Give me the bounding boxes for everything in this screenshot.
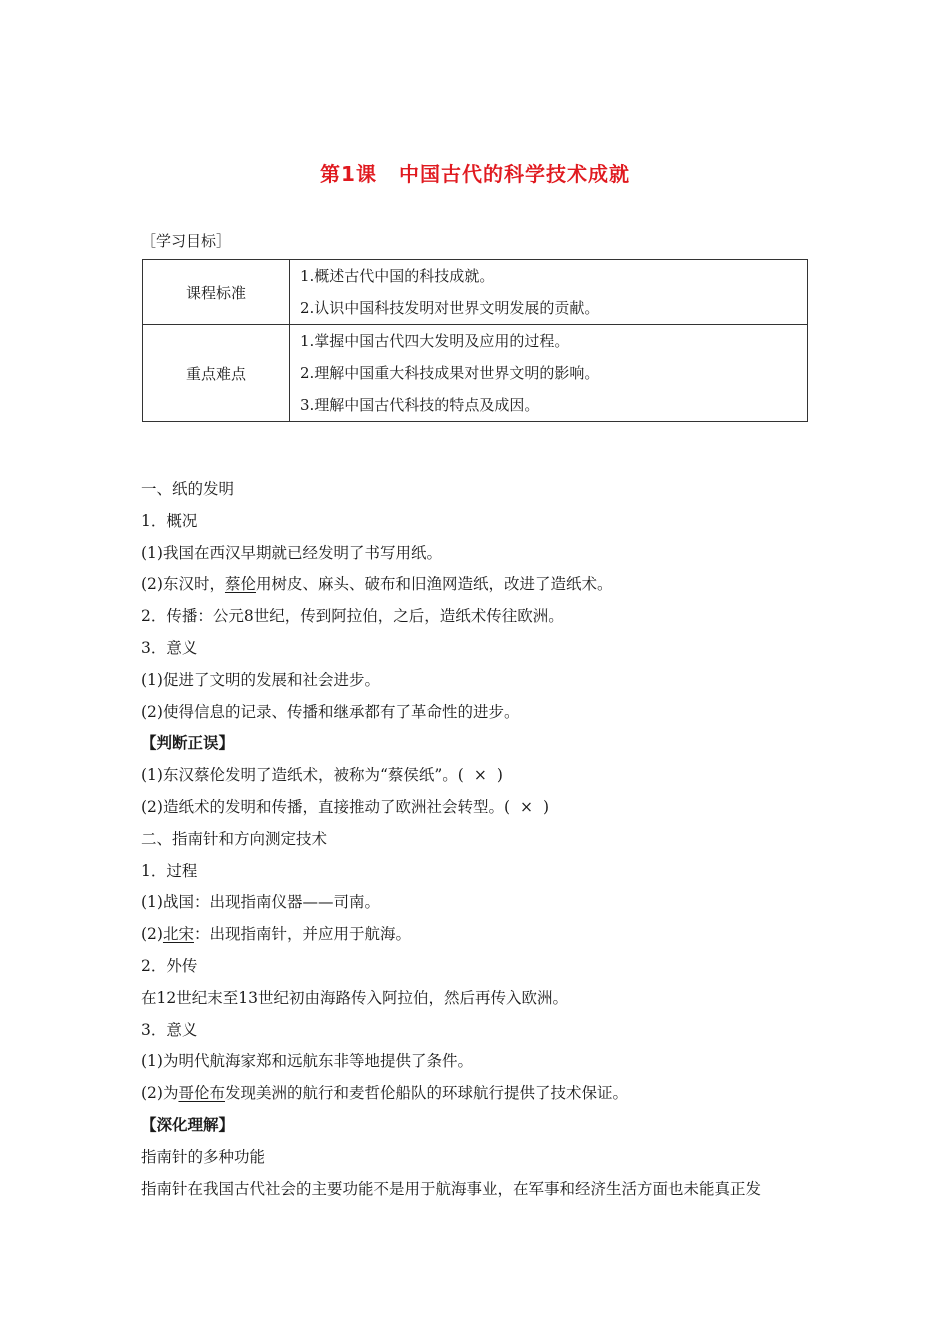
keyword: 蔡伦 [224,575,256,594]
lesson-title: 中国古代的科学技术成就 [398,162,630,186]
learning-goals-table [142,259,808,422]
deep-label: 【深化理解】 [141,1115,235,1134]
goal-item: 1.概述古代中国的科技成就。 [300,267,495,285]
judge-item: (1)东汉蔡伦发明了造纸术，被称为“蔡侯纸”。( × ) [141,766,503,785]
paragraph: (2)北宋：出现指南针，并应用于航海。 [141,925,411,944]
paragraph: (2)东汉时，蔡伦用树皮、麻头、破布和旧渔网造纸，改进了造纸术。 [141,575,613,594]
deep-title: 指南针的多种功能 [141,1147,266,1166]
section-heading: 一、纸的发明 [141,480,235,498]
answer-mark: × [520,797,534,816]
keyword: 哥伦布 [178,1084,225,1103]
goals-label: ［学习目标］ [141,232,232,250]
paragraph: (2)为哥伦布发现美洲的航行和麦哲伦船队的环球航行提供了技术保证。 [141,1084,628,1103]
paragraph: 指南针在我国古代社会的主要功能不是用于航海事业，在军事和经济生活方面也未能真正发 [141,1179,762,1198]
paragraph: (1)促进了文明的发展和社会进步。 [141,670,380,689]
subheading: 3．意义 [141,1020,198,1039]
subheading: 1．概况 [141,511,198,530]
goal-item: 3.理解中国古代科技的特点及成因。 [300,396,540,414]
table-row [143,260,808,325]
table-row [143,325,808,422]
subheading: 1．过程 [141,861,198,880]
page-title [0,158,950,187]
paragraph: (2)使得信息的记录、传播和继承都有了革命性的进步。 [141,702,520,721]
judge-label: 【判断正误】 [141,734,235,753]
lesson-number: 第1课 [320,162,377,186]
paragraph: (1)我国在西汉早期就已经发明了书写用纸。 [141,543,442,562]
paragraph: (1)为明代航海家郑和远航东非等地提供了条件。 [141,1052,473,1071]
section-heading: 二、指南针和方向测定技术 [141,829,328,848]
subheading: 2．传播：公元8世纪，传到阿拉伯，之后，造纸术传往欧洲。 [141,607,564,626]
paragraph: (1)战国：出现指南仪器——司南。 [141,893,380,912]
subheading: 3．意义 [141,638,198,657]
goal-item: 1.掌握中国古代四大发明及应用的过程。 [300,332,570,350]
paragraph: 在12世纪末至13世纪初由海路传入阿拉伯，然后再传入欧洲。 [141,988,568,1007]
goal-item: 2.理解中国重大科技成果对世界文明的影响。 [300,364,600,382]
judge-item: (2)造纸术的发明和传播，直接推动了欧洲社会转型。( × ) [141,797,550,816]
keyword: 北宋 [162,925,194,944]
row-content [290,260,808,325]
row-header: 课程标准 [143,260,290,325]
subheading: 2．外传 [141,956,198,975]
lesson-content [141,474,821,1205]
goal-item: 2.认识中国科技发明对世界文明发展的贡献。 [300,299,600,317]
row-content [290,325,808,422]
row-header: 重点难点 [143,325,290,422]
answer-mark: × [473,766,487,785]
